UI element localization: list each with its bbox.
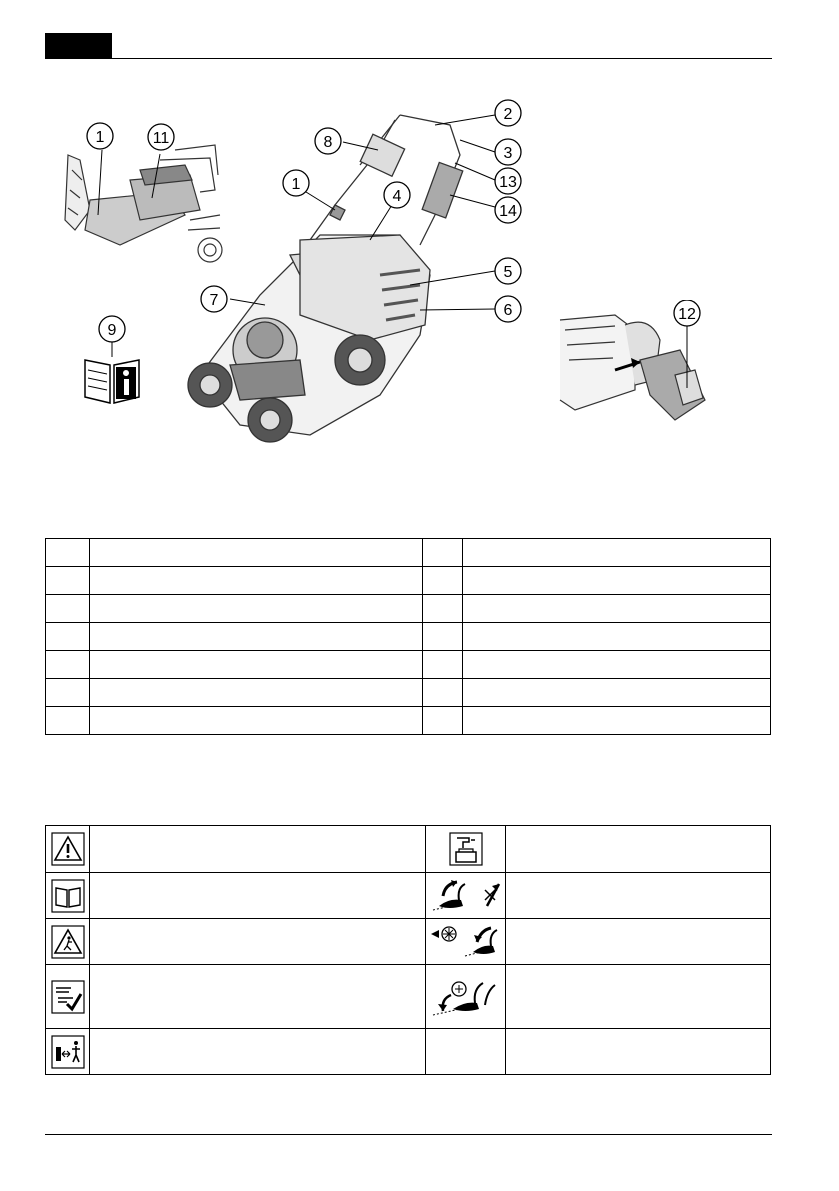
cell: [46, 567, 90, 595]
table-row: [46, 623, 771, 651]
remove-spark-plug-icon: [426, 826, 506, 873]
cell: [90, 707, 423, 735]
table-row: [46, 651, 771, 679]
blade-brake-lever-icon: [426, 873, 506, 919]
callout-14: 14: [499, 203, 517, 220]
symbol-description: [90, 965, 426, 1029]
manual-illustration: [80, 315, 145, 410]
callout-1: 1: [95, 129, 105, 146]
table-row: [46, 679, 771, 707]
table-row: [46, 707, 771, 735]
cell: [423, 567, 463, 595]
cell: [90, 539, 423, 567]
cell: [90, 651, 423, 679]
table-row: [46, 1029, 771, 1075]
engine-stop-lever-icon: [426, 965, 506, 1029]
cell: [423, 623, 463, 651]
callout-11: 11: [152, 130, 170, 147]
cell: [463, 707, 771, 735]
cell: [463, 651, 771, 679]
cell: [90, 567, 423, 595]
callout-7: 7: [209, 292, 219, 309]
thrown-objects-icon: [46, 919, 90, 965]
table-row: [46, 826, 771, 873]
cell: [463, 623, 771, 651]
table-row: [46, 919, 771, 965]
cell: [46, 595, 90, 623]
cell: [423, 651, 463, 679]
symbol-description: [90, 1029, 426, 1075]
table-row: [46, 567, 771, 595]
table-row: [46, 873, 771, 919]
warning-triangle-icon: [46, 826, 90, 873]
callout-1-main: 1: [291, 176, 301, 193]
cell: [90, 623, 423, 651]
mulch-plug-illustration: [555, 300, 725, 430]
symbol-description: [90, 873, 426, 919]
cell: [46, 651, 90, 679]
symbol-description: [90, 826, 426, 873]
cell: [90, 679, 423, 707]
cell: [46, 679, 90, 707]
cell: [90, 595, 423, 623]
read-manual-icon: [85, 360, 139, 403]
cell: [423, 707, 463, 735]
table-row: [46, 539, 771, 567]
cell: [463, 539, 771, 567]
symbol-description: [90, 919, 426, 965]
header-tab: [45, 33, 112, 59]
callout-6: 6: [503, 302, 513, 319]
lawn-mower-illustration: [170, 95, 530, 455]
cell: [423, 595, 463, 623]
callout-8: 8: [323, 134, 333, 151]
header-rule: [45, 58, 772, 59]
parts-table: [45, 538, 771, 735]
symbol-description: [506, 965, 771, 1029]
callout-2: 2: [503, 106, 513, 123]
table-row: [46, 595, 771, 623]
callout-3: 3: [503, 145, 513, 162]
cell: [423, 539, 463, 567]
cell: [463, 679, 771, 707]
callout-5: 5: [503, 264, 513, 281]
read-manual-icon: [46, 873, 90, 919]
table-row: [46, 965, 771, 1029]
symbols-table: [45, 825, 771, 1075]
cell: [46, 707, 90, 735]
callout-12: 12: [678, 306, 696, 323]
footer-rule: [45, 1134, 772, 1135]
symbol-description: [506, 919, 771, 965]
keep-distance-icon: [46, 1029, 90, 1075]
cell: [46, 539, 90, 567]
symbol-description: [506, 826, 771, 873]
cell: [463, 595, 771, 623]
cell: [463, 567, 771, 595]
empty-icon-cell: [426, 1029, 506, 1075]
callout-13: 13: [499, 174, 517, 191]
maintenance-check-icon: [46, 965, 90, 1029]
callout-9: 9: [107, 322, 117, 339]
drive-lever-icon: [426, 919, 506, 965]
cell: [423, 679, 463, 707]
cell: [46, 623, 90, 651]
symbol-description: [506, 873, 771, 919]
callout-4: 4: [392, 188, 402, 205]
symbol-description: [506, 1029, 771, 1075]
